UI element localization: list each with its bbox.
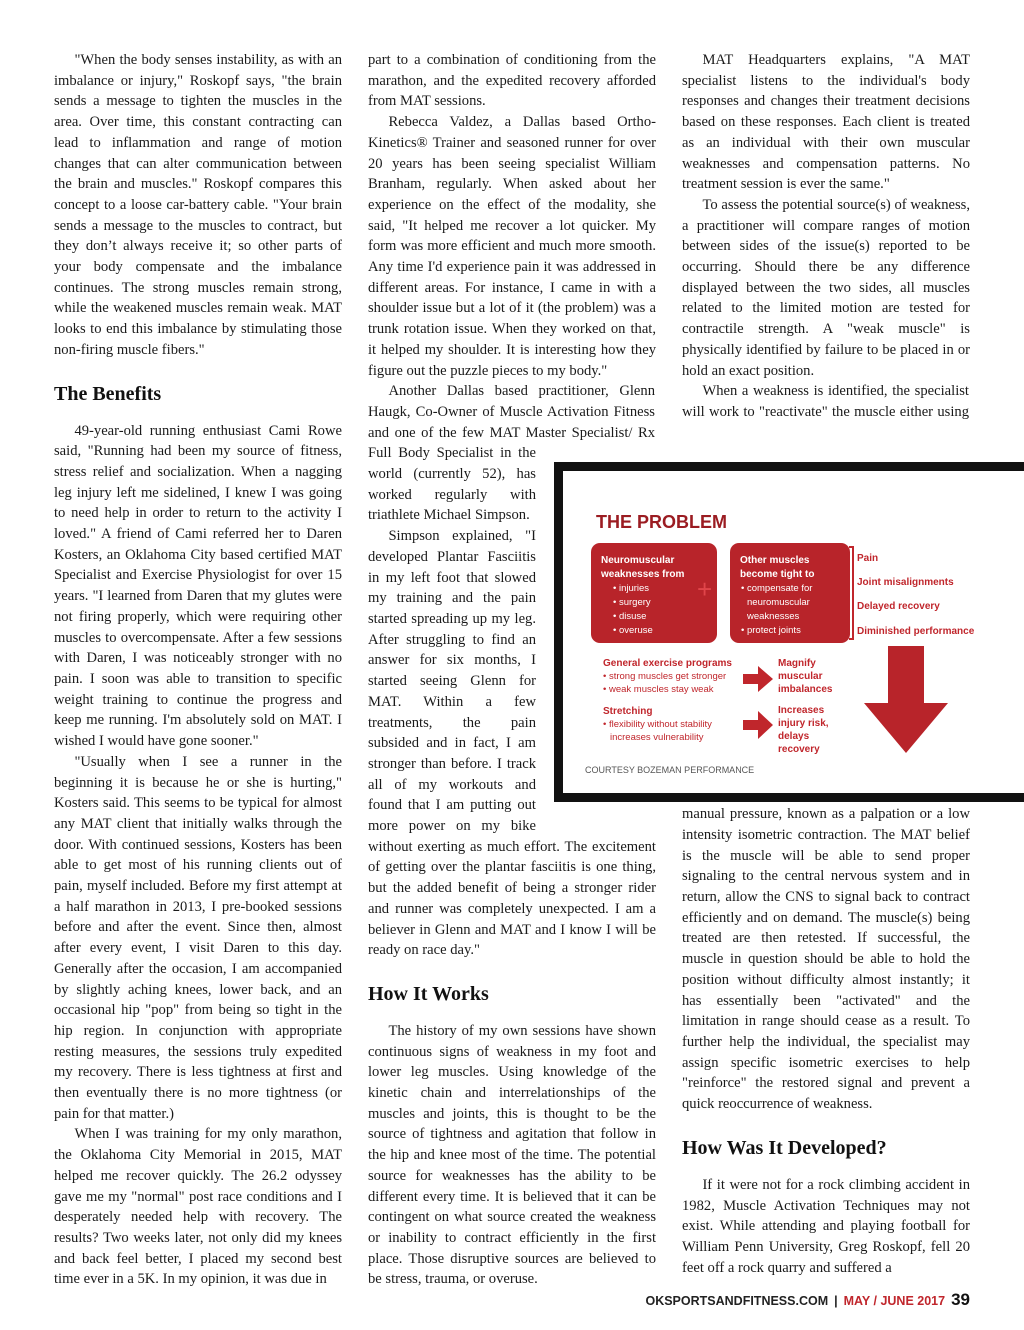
paragraph: The history of my own sessions have shown continuous signs of weakness in my foot and lower leg muscles. Using knowledge of the kinetic chain and interrelationships of the muscles and joints, this is thought to be the source of tightness and agitation that follow in the hip and knee most of the time. The potential source for weaknesses has the ability to be different every time. It is believed that it can be contingent on what source created the weakness or inability to contract efficiently in the first place. Those disruptive sources are believed to be stress, trauma, or overuse. [368,1022,656,1288]
outcome-joint-misalignments: Joint misalignments [857,577,954,588]
gen-result: Magnify [778,658,816,669]
box1-title-line2: weaknesses from [601,569,685,580]
box2-title-line2: become tight to [740,569,815,580]
stretching-item: increases vulnerability [610,732,704,743]
right-arrow-icon [743,711,773,739]
paragraph: If it were not for a rock climbing accident in 1982, Muscle Activation Techniques may not exist. While attending and playing football for William Penn University, Greg Roskopf, fell 20 feet off a rock quarry and suffered a [682,1176,970,1276]
str-result: delays [778,731,810,742]
box1-item: • injuries [613,583,650,594]
heading-the-benefits: The Benefits [54,382,162,405]
str-result: injury risk, [778,718,829,729]
heading-how-was-it-developed: How Was It Developed? [682,1136,887,1159]
plus-icon: + [697,574,713,604]
paragraph: When a weakness is identified, the specialist will work to "reactivate" the muscle either using manual pressure, known as a palpation or a low intensity isometric contraction. The MAT belief is the muscle will be able to send proper signaling to the central nervous system and in return, allow the CNS to signal back to contract efficiently and on demand. The muscle(s) being treated are then retested. If successful, the muscle in question should be able to hold the position without difficulty almost instantly; it has essentially been "activated" and the limitation in range should cease as a result. To further help the individual, the specialist may assign specific isometric exercises to help "reinforce" the restored signal and prevent a quick reoccurrence of weakness. [682,383,970,1113]
gen-result: imbalances [778,684,833,695]
column-left [54,50,342,1290]
infographic-panel [563,471,1024,793]
general-exercise-title: General exercise programs [603,658,732,669]
heading-how-it-works: How It Works [368,982,489,1005]
paragraph: Another Dallas based practitioner, Glenn Haugk, Co-Owner of Muscle Activation Fitness and one of the few MAT Master Specialist/ Rx Full Body Specialist in the world (currently 52), has worked regularly with triathlete Michael Simpson. [368,383,655,524]
box2-title-line1: Other muscles [740,555,810,566]
site-url[interactable]: OKSPORTSANDFITNESS.COM [645,1294,829,1308]
general-exercise-item: • weak muscles stay weak [603,684,714,695]
paragraph: Simpson explained, "I developed Plantar Fasciitis in my left foot that slowed my training and the pain started spreading up my leg. After struggling to find an answer for six months, I started seeing Glenn for MAT. Within a few treatments, the pain subsided and in fact, I am stronger than before. I track all of my workouts and found that I am putting out more power on my bike without exerting as much effort. The excitement of getting over the plantar fasciitis is one thing, but the added benefit of being a stronger rider and runner was completely unexpected. I am a believer in Glenn and MAT and I know I will be ready on race day." [368,528,656,959]
down-arrow-icon [864,646,948,753]
paragraph: To assess the potential source(s) of weakness, a practitioner will compare ranges of motion between sides of the issue(s) reported to be occurring. Should there be any difference displayed between the two sides, all muscles related to the limited motion are tested for contractile strength. A "weak muscle" is physically identified by failure to be placed in or hold an exact position. [682,196,970,379]
paragraph: MAT Headquarters explains, "A MAT specialist listens to the individual's body responses and changes their treatment decisions based on these responses. Each client is treated as an individual with their own muscular weaknesses and compensation patterns. No treatment session is ever the same." [682,52,970,193]
paragraph: 49-year-old running enthusiast Cami Rowe said, "Running had been my source of fitness, stress relief and socialization. When a nagging leg injury left me sidelined, I knew I was going to need help in order to return to the activity I loved." A friend of Cami referred her to Daren Kosters, an Oklahoma City based certified MAT Specialist and Exercise Physiologist for over 15 years. "I learned from Daren that my glutes were not firing properly, which were requiring other muscles to overcompensate. After a few sessions with Daren, I was noticeably stronger with no pain. I soon was able to transition to specific weight training to continue the progress and keep me running. I'm absolutely sold on MAT. I wished I would have gone sooner." [54,422,342,750]
box1-item: • surgery [613,597,651,608]
stretching-item: • flexibility without stability [603,719,712,730]
right-arrow-icon [743,666,773,692]
problem-infographic [554,462,1024,802]
box2-item: neuromuscular [747,597,810,608]
stretching-title: Stretching [603,706,653,717]
issue-date: MAY / JUNE 2017 [843,1294,946,1308]
str-result: Increases [778,705,825,716]
box1-item: • overuse [613,625,653,636]
infographic-svg [563,471,1024,793]
str-result: recovery [778,744,820,755]
box1-title-line1: Neuromuscular [601,555,675,566]
box2-item: weaknesses [747,611,800,622]
paragraph: "When the body senses instability, as with an imbalance or injury," Roskopf says, "the brain sends a message to tighten the muscles in the area. Over time, this constant contracting can lead to inflammation and range of motion changes that can alter communication between the brain and muscles." Roskopf compares this concept to a loose car-battery cable. "Your brain sends a message to the muscles to contract, but they don’t always receive it; so other parts of your body compensate and the imbalance continues. The strong muscles remain strong, while the weakened muscles remain weak. MAT looks to end this imbalance by stimulating those non-firing muscle fibers." [54,52,342,358]
general-exercise-item: • strong muscles get stronger [603,671,727,682]
box1-item: • disuse [613,611,647,622]
outcome-pain: Pain [857,553,879,564]
infographic-title: THE PROBLEM [596,512,728,532]
paragraph: part to a combination of conditioning from the marathon, and the expedited recovery afforded from MAT sessions. [368,52,656,110]
gen-result: muscular [778,671,823,682]
paragraph: When I was training for my only marathon, the Oklahoma City Memorial in 2015, MAT helped me recover quickly. The 26.2 odyssey gave me my "normal" post race conditions and I desperately needed help with recovery. The results? Two weeks later, not only did my knees and back feel better, I placed my second best time ever in a 5K. In my opinion, it was due in [54,1126,342,1288]
box2-item: • protect joints [741,625,801,636]
page-footer [645,1290,970,1310]
footer-separator: | [834,1294,838,1308]
page-number: 39 [951,1290,970,1309]
paragraph: Rebecca Valdez, a Dallas based Ortho-Kinetics® Trainer and seasoned runner for over 20 years has been seeing specialist William Branham, regularly. When asked about her experience on the effect of the modality, she said, "It helped me recover a lot quicker. My form was more efficient and much more smooth. Any time I'd experience pain it was addressed in different areas. For instance, I came in with a shoulder issue but a lot of it (the problem) was a trunk rotation issue. When they worked on that, it helped my shoulder. It is interesting how they figure out the puzzle pieces to my body." [368,114,656,379]
outcome-diminished-performance: Diminished performance [857,626,975,637]
box2-item: • compensate for [741,583,813,594]
image-credit: COURTESY BOZEMAN PERFORMANCE [585,765,755,775]
outcome-delayed-recovery: Delayed recovery [857,601,940,612]
paragraph: "Usually when I see a runner in the beginning it is because he or she is hurting," Kosters said. This seems to be typical for almost any MAT client that initially walks through the door. With continued sessions, Kosters has been able to get most of his running clients out of pain, myself included. Before my first attempt at a half marathon in 2013, I pre-booked sessions before and after the event. Since then, almost after every event, I visit Daren to this day. Generally after the occasion, I am accompanied by slightly aching knees, lower back, and an occasional hip "pop" from being so tight in the hip region. In conjunction with appropriate resting measures, the sessions truly expedited my recovery. There is less tightness at first and then eventually there is no more tightness (or pain for that matter.) [54,753,342,1122]
